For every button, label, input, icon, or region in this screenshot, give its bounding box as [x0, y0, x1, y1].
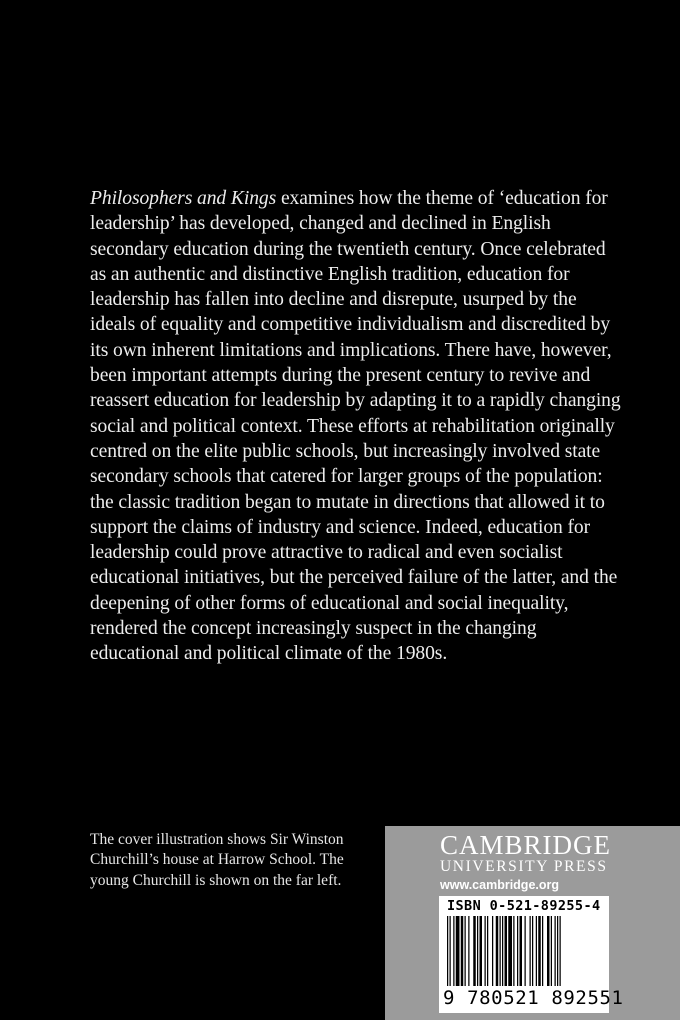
blurb-line: deepening of other forms of educational and social inequality,	[90, 592, 569, 614]
blurb-line: secondary education during the twentieth century. Once celebrated	[90, 238, 606, 260]
blurb-line: ideals of equality and competitive individualism and discredited by	[90, 314, 611, 336]
blurb-line: its own inherent limitations and implications. There have, however,	[90, 339, 612, 361]
barcode-bar	[447, 916, 448, 986]
barcode-bar	[492, 916, 493, 986]
blurb-line: secondary schools that catered for larger groups of the population:	[90, 466, 603, 488]
barcode-bar	[517, 916, 518, 986]
blurb-line: support the claims of industry and science. Indeed, education for	[90, 516, 591, 538]
barcode-bar	[557, 916, 558, 986]
barcode-bar	[473, 916, 476, 986]
barcode-bar	[496, 916, 499, 986]
barcode-bar	[525, 916, 526, 986]
barcode-bar	[502, 916, 503, 986]
blurb-line	[90, 186, 610, 211]
blurb-line: leadership could prove attractive to radical and even socialist	[90, 542, 563, 564]
barcode-bar	[520, 916, 523, 986]
barcode-bar	[508, 916, 512, 986]
barcode-bar	[465, 916, 466, 986]
publisher-subname: UNIVERSITY PRESS	[440, 858, 608, 875]
blurb-line: leadership has fallen into decline and disrepute, usurped by the	[90, 289, 577, 311]
barcode-bars	[445, 916, 603, 986]
barcode	[439, 896, 624, 1013]
blurb-line: as an authentic and distinctive English tradition, education for	[90, 263, 570, 285]
blurb-line: rendered the concept increasingly suspect in the changing	[90, 618, 537, 640]
cover-illustration-caption	[90, 830, 380, 891]
barcode-bar	[530, 916, 531, 986]
isbn-label: ISBN 0-521-89255-4	[447, 898, 601, 914]
caption-line: The cover illustration shows Sir Winston	[90, 831, 344, 848]
barcode-bar	[487, 916, 488, 986]
barcode-bar	[468, 916, 469, 986]
barcode-bar	[480, 916, 483, 986]
blurb-first-line-rest: examines how the theme of ‘education for	[276, 188, 608, 209]
barcode-bar	[551, 916, 552, 986]
caption-line: Churchill’s house at Harrow School. The	[90, 851, 344, 869]
barcode-bar	[538, 916, 541, 986]
publisher-name: CAMBRIDGE	[440, 830, 612, 860]
barcode-bar	[555, 916, 556, 986]
barcode-bar	[536, 916, 537, 986]
barcode-bar	[453, 916, 454, 986]
publisher-panel	[385, 826, 680, 1020]
publisher-url: www.cambridge.org	[440, 878, 560, 892]
blurb-line: reassert education for leadership by adapting it to a rapidly changing	[90, 390, 621, 412]
barcode-bar	[532, 916, 533, 986]
barcode-bar	[513, 916, 514, 986]
barcode-bar	[542, 916, 543, 986]
blurb-line: leadership’ has developed, changed and declined in English	[90, 213, 551, 235]
barcode-bar	[485, 916, 486, 986]
blurb-text	[90, 186, 621, 667]
blurb-line: centred on the elite public schools, but increasingly involved state	[90, 440, 601, 462]
barcode-bar	[477, 916, 478, 986]
barcode-bar	[547, 916, 550, 986]
blurb-line: social and political context. These efforts at rehabilitation originally	[90, 415, 615, 437]
barcode-bar	[450, 916, 451, 986]
blurb-line: educational initiatives, but the perceived failure of the latter, and the	[90, 567, 618, 589]
publisher-logo	[440, 830, 620, 875]
barcode-bar	[461, 916, 464, 986]
caption-line: young Churchill is shown on the far left.	[90, 871, 342, 889]
barcode-number: 9 780521 892551	[443, 987, 624, 1009]
book-title: Philosophers and Kings	[90, 188, 277, 209]
barcode-bar	[500, 916, 501, 986]
barcode-bar	[560, 916, 561, 986]
blurb-line: been important attempts during the present century to revive and	[90, 365, 591, 387]
barcode-bar	[505, 916, 508, 986]
barcode-bar	[456, 916, 460, 986]
blurb-line: educational and political climate of the 1980s.	[90, 643, 448, 665]
blurb-line: the classic tradition began to mutate in directions that allowed it to	[90, 491, 605, 513]
